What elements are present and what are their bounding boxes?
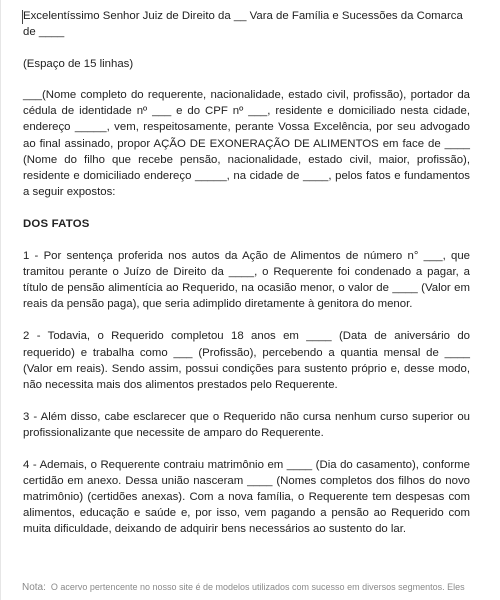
- fact-paragraph-2: 2 - Todavia, o Requerido completou 18 anos em ____ (Data de aniversário do requerido) e trabalha como ___ (Profissão), percebendo a quantia mensal de ____ (Valor em reais). Sendo assim, possui condições para sustento próprio e, desse modo, não necessita mais dos alimentos prestados pelo Requerente.: [23, 330, 470, 391]
- footer-note-text: O acervo pertencente no nosso site é de modelos utilizados com sucesso em diversos segmentos. Eles: [50, 582, 465, 592]
- intro-paragraph: ___(Nome completo do requerente, nacionalidade, estado civil, profissão), portador da cédula de identidade nº ___ e do CPF nº ___, residente e domiciliado nesta cidade, endereço _____, vem, respeitosamente, perante Vossa Excelência, por seu advogado ao final assinado, propor AÇÃO DE EXONERAÇÃO DE ALIMENTOS em face de ____ (Nome do filho que recebe pensão, nacionalidade, estado civil, maior, profissão), residente e domiciliado endereço _____, na cidade de ____, pelos fatos e fundamentos a seguir expostos:: [23, 89, 470, 198]
- spacing-note: (Espaço de 15 linhas): [23, 58, 134, 71]
- fact-paragraph-4: 4 - Ademais, o Requerente contraiu matrimônio em ____ (Dia do casamento), conforme certidão em anexo. Dessa união nasceram ____ (Nomes completos dos filhos do novo matrimônio) (certidões anexas). Com a nova família, o Requerente tem despesas com alimentos, educação e saúde e, por isso, vem pagando a pensão ao Requerido com muita dificuldade, deixando de adquirir bens necessários ao sustento do lar.: [23, 458, 470, 536]
- footer-note: [22, 581, 470, 594]
- footer-note-label: Nota:: [22, 582, 46, 593]
- section-title-dos-fatos: DOS FATOS: [23, 217, 90, 230]
- document-heading: Excelentíssimo Senhor Juiz de Direito da __ Vara de Família e Sucessões da Comarca de ____: [23, 10, 463, 39]
- fact-paragraph-1: 1 - Por sentença proferida nos autos da Ação de Alimentos de número n° ___, que tramitou perante o Juízo de Direito da ____, o Requerente foi condenado a pagar, a título de pensão alimentícia ao Requerido, na ocasião menor, o valor de ____ (Valor em reais da pensão paga), que seria adimplido diretamente à genitora do menor.: [23, 250, 470, 311]
- text-cursor: [22, 10, 23, 24]
- fact-paragraph-3: 3 - Além disso, cabe esclarecer que o Requerido não cursa nenhum curso superior ou profissionalizante que necessite de amparo do Requerente.: [23, 410, 470, 439]
